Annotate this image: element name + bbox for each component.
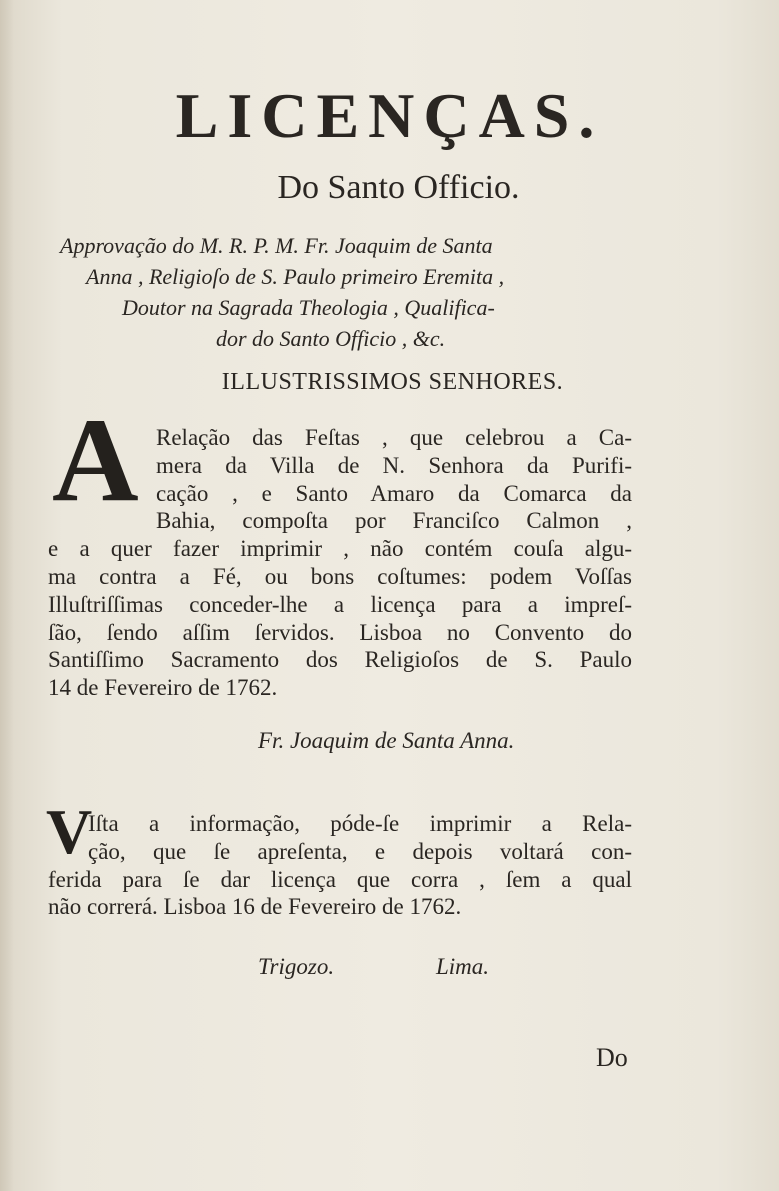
paragraph-line: Iſta a informação, póde-ſe imprimir a Rela- — [88, 811, 632, 836]
approval-line: Anna , Religioſo de S. Paulo primeiro Eremita , — [86, 264, 505, 289]
paragraph-line: não correrá. Lisboa 16 de Fevereiro de 1762. — [48, 894, 462, 920]
paragraph-line: Santiſſimo Sacramento dos Religioſos de S. Paulo — [48, 647, 632, 673]
paragraph-line: ſão, ſendo aſſim ſervidos. Lisboa no Convento do — [48, 619, 632, 645]
paragraph-line: cação , e Santo Amaro da Comarca da — [156, 480, 632, 506]
drop-cap-a: A — [52, 393, 139, 526]
approval-line: dor do Santo Officio , &c. — [216, 326, 446, 351]
paragraph-line: ferida para ſe dar licença que corra , ſem a qual — [48, 866, 632, 892]
salutation: ILLUSTRISSIMOS SENHORES. — [221, 369, 564, 395]
approval-paragraph — [48, 424, 632, 702]
signature-trigozo: Trigozo. — [258, 954, 335, 979]
approval-line: Doutor na Sagrada Theologia , Qualifica- — [122, 295, 495, 320]
paragraph-line: Relação das Feſtas , que celebrou a Ca- — [156, 425, 632, 450]
approval-line: Approvação do M. R. P. M. Fr. Joaquim de Santa — [60, 233, 493, 258]
drop-cap-v: V — [46, 796, 93, 867]
paragraph-line: e a quer fazer imprimir , não contém couſa algu- — [48, 536, 632, 562]
catchword: Do — [596, 1043, 628, 1072]
page-subtitle: Do Santo Officio. — [277, 169, 520, 206]
signature-lima: Lima. — [436, 954, 490, 979]
paragraph-line: mera da Villa de N. Senhora da Purifi- — [156, 452, 632, 478]
page-title: LICENÇAS. — [175, 80, 604, 151]
paragraph-line: Bahia, compoſta por Franciſco Calmon , — [156, 508, 632, 534]
paragraph-line: ma contra a Fé, ou bons coſtumes: podem Voſſas — [48, 563, 632, 589]
paragraph-line: ção, que ſe apreſenta, e depois voltará con- — [88, 838, 632, 864]
paragraph-line: Illuſtriſſimas conceder-lhe a licença para a impreſ- — [48, 591, 632, 617]
signature-joaquim: Fr. Joaquim de Santa Anna. — [258, 728, 515, 753]
approval-heading — [60, 230, 630, 354]
paragraph-line: 14 de Fevereiro de 1762. — [48, 675, 278, 701]
license-paragraph — [48, 810, 632, 921]
